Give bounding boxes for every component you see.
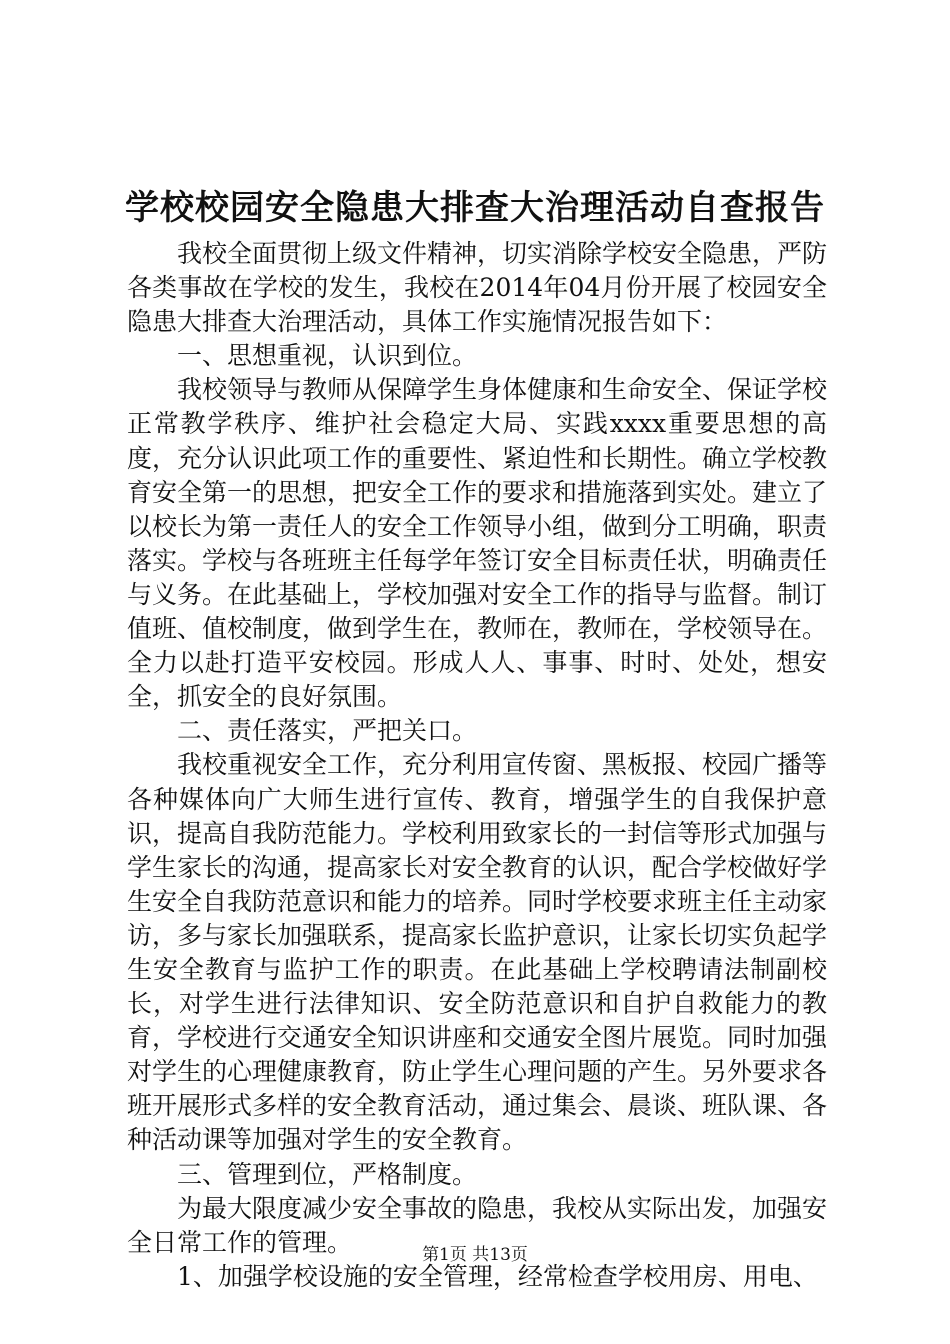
paragraph-section-2: 我校重视安全工作，充分利用宣传窗、黑板报、校园广播等各种媒体向广大师生进行宣传、教育，增强学生的自我保护意识，提高自我防范能力。学校利用致家长的一封信等形式加强与学生家长的沟通，提高家长对安全教育的认识，配合学校做好学生安全自我防范意识和能力的培养。同时学校要求班主任主动家访，多与家长加强联系，提高家长监护意识，让家长切实负起学生安全教育与监护工作的职责。在此基础上学校聘请法制副校长，对学生进行法律知识、安全防范意识和自护自救能力的教育，学校进行交通安全知识讲座和交通安全图片展览。同时加强对学生的心理健康教育，防止学生心理问题的产生。另外要求各班开展形式多样的安全教育活动，通过集会、晨谈、班队课、各种活动课等加强对学生的安全教育。	[127, 750, 828, 1155]
section-heading-3: 三、管理到位，严格制度。	[177, 1159, 478, 1189]
document-body	[127, 237, 827, 1294]
paragraph-intro: 我校全面贯彻上级文件精神，切实消除学校安全隐患，严防各类事故在学校的发生，我校在2014年04月份开展了校园安全隐患大排查大治理活动，具体工作实施情况报告如下：	[127, 239, 828, 337]
section-heading-1: 一、思想重视，认识到位。	[177, 341, 478, 371]
document-title: 学校校园安全隐患大排查大治理活动自查报告	[125, 188, 825, 228]
paragraph-section-1: 我校领导与教师从保障学生身体健康和生命安全、保证学校正常教学秩序、维护社会稳定大局、实践xxxx重要思想的高度，充分认识此项工作的重要性、紧迫性和长期性。确立学校教育安全第一的思想，把安全工作的要求和措施落到实处。建立了以校长为第一责任人的安全工作领导小组，做到分工明确，职责落实。学校与各班班主任每学年签订安全目标责任状，明确责任与义务。在此基础上，学校加强对安全工作的指导与监督。制订值班、值校制度，做到学生在，教师在，教师在，学校领导在。全力以赴打造平安校园。形成人人、事事、时时、处处，想安全，抓安全的良好氛围。	[127, 375, 828, 712]
section-heading-2: 二、责任落实，严把关口。	[177, 716, 478, 746]
list-item-1: 1、加强学校设施的安全管理，经常检查学校用房、用电、	[177, 1261, 818, 1291]
paragraph-section-3: 为最大限度减少安全事故的隐患，我校从实际出发，加强安全日常工作的管理。	[127, 1193, 828, 1257]
page-footer: 第1页 共13页	[422, 1245, 528, 1265]
